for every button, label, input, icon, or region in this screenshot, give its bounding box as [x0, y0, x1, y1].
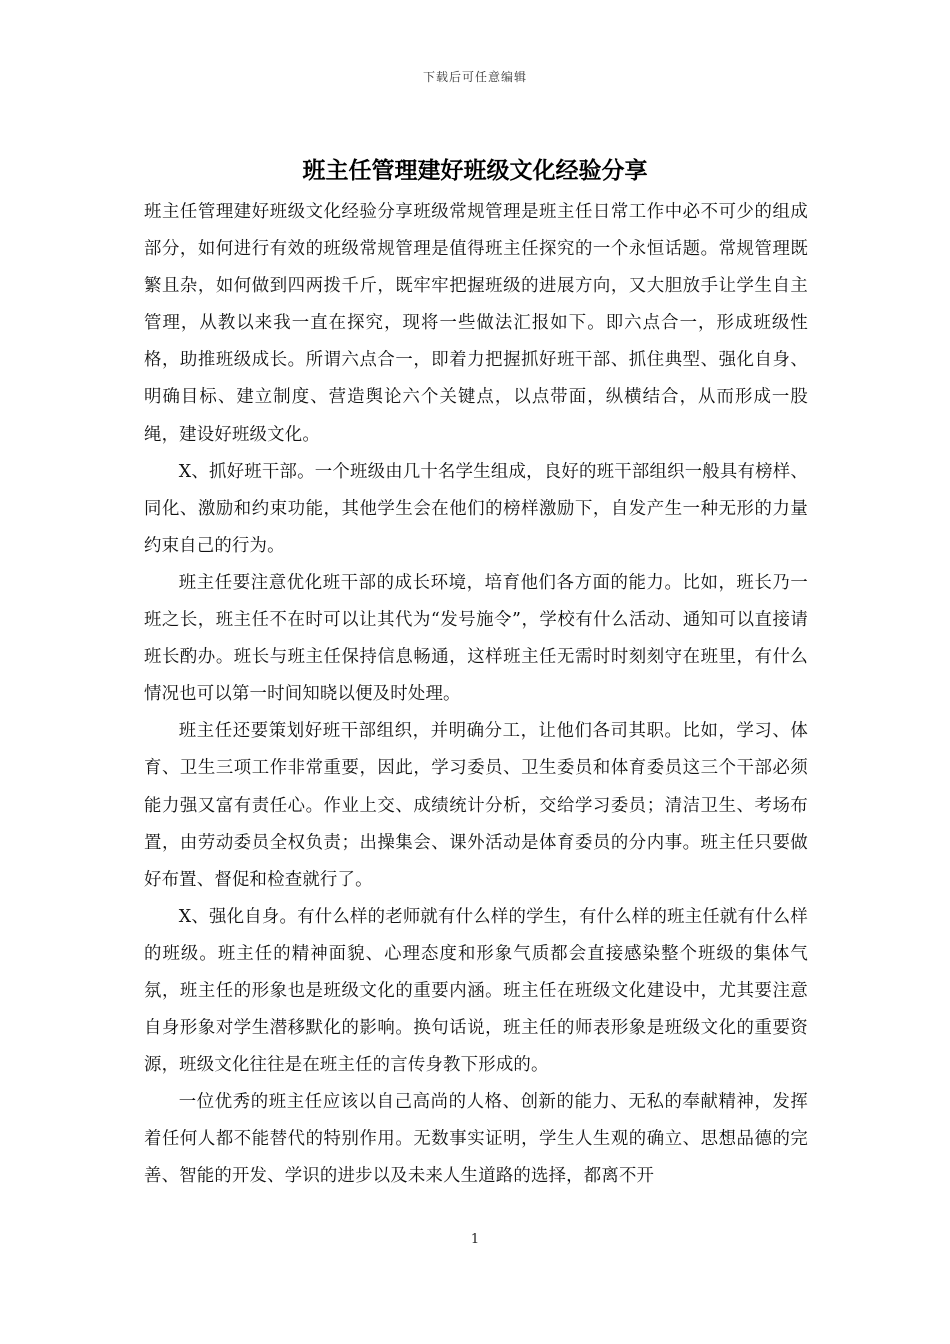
header-note: 下载后可任意编辑 — [422, 70, 527, 84]
paragraph-cadre-environment: 班主任要注意优化班干部的成长环境，培育他们各方面的能力。比如，班长乃一班之长，班主任不在时可以让其代为“发号施令”，学校有什么活动、通知可以直接请班长酌办。班长与班主任保持信息畅通，这样班主任无需时时刻刻守在班里，有什么情况也可以第一时间知晓以便及时处理。 — [144, 572, 808, 705]
document-title: 班主任管理建好班级文化经验分享 — [302, 157, 648, 184]
paragraph-intro: 班主任管理建好班级文化经验分享班级常规管理是班主任日常工作中必不可少的组成部分，如何进行有效的班级常规管理是值得班主任探究的一个永恒话题。常规管理既繁且杂，如何做到四两拨千斤，既牢牢把握班级的进展方向，又大胆放手让学生自主管理，从教以来我一直在探究，现将一些做法汇报如下。即六点合一，形成班级性格，助推班级成长。所谓六点合一，即着力把握抓好班干部、抓住典型、强化自身、明确目标、建立制度、营造舆论六个关键点，以点带面，纵横结合，从而形成一股绳，建设好班级文化。 — [144, 202, 808, 445]
paragraph-strengthen-self: X、强化自身。有什么样的老师就有什么样的学生，有什么样的班主任就有什么样的班级。班主任的精神面貌、心理态度和形象气质都会直接感染整个班级的集体气氛，班主任的形象也是班级文化的重要内涵。班主任在班级文化建设中，尤其要注意自身形象对学生潜移默化的影响。换句话说，班主任的师表形象是班级文化的重要资源，班级文化往往是在班主任的言传身教下形成的。 — [144, 906, 808, 1076]
page-number: 1 — [470, 1232, 480, 1247]
paragraph-class-cadres: X、抓好班干部。一个班级由几十名学生组成，良好的班干部组织一般具有榜样、同化、激励和约束功能，其他学生会在他们的榜样激励下，自发产生一种无形的力量约束自己的行为。 — [144, 461, 808, 556]
paragraph-cadre-division: 班主任还要策划好班干部组织，并明确分工，让他们各司其职。比如，学习、体育、卫生三项工作非常重要，因此，学习委员、卫生委员和体育委员这三个干部必须能力强又富有责任心。作业上交、成绩统计分析，交给学习委员；清洁卫生、考场布置，由劳动委员全权负责；出操集会、课外活动是体育委员的分内事。班主任只要做好布置、督促和检查就行了。 — [144, 721, 808, 890]
document-body — [144, 194, 808, 1196]
paragraph-excellent-teacher: 一位优秀的班主任应该以自己高尚的人格、创新的能力、无私的奉献精神，发挥着任何人都不能替代的特别作用。无数事实证明，学生人生观的确立、思想品德的完善、智能的开发、学识的进步以及未来人生道路的选择，都离不开 — [144, 1092, 808, 1187]
